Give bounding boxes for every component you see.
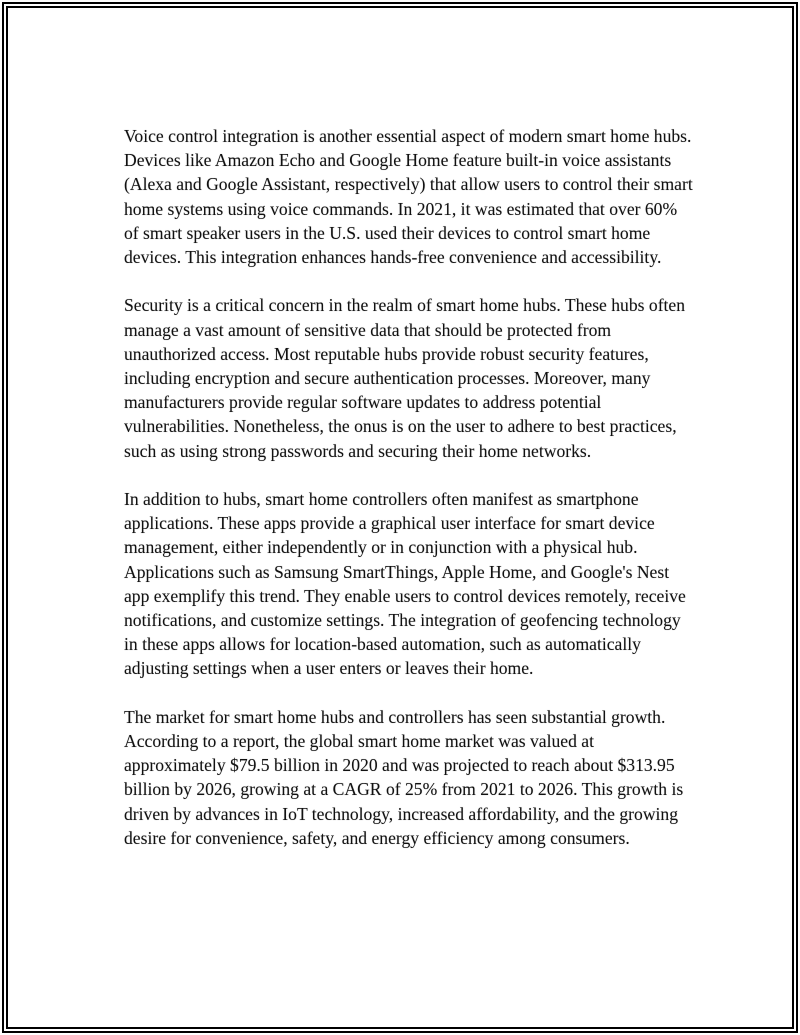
paragraph-security: Security is a critical concern in the realm of smart home hubs. These hubs often manage a vast amount of sensitive data that should be protected from unauthorized access. Most reputable hubs provide robust security features, including encryption and secure authentication processes. Moreover, many manufacturers provide regular software updates to address potential vulnerabilities. Nonetheless, the onus is on the user to adhere to best practices, such as using strong passwords and securing their home networks. — [124, 295, 686, 461]
document-body — [124, 124, 696, 874]
paragraph-voice-control: Voice control integration is another essential aspect of modern smart home hubs. Devices like Amazon Echo and Google Home feature built-in voice assistants (Alexa and Google Assistant, respectively) that allow users to control their smart home systems using voice commands. In 2021, it was estimated that over 60% of smart speaker users in the U.S. used their devices to control smart home devices. This integration enhances hands-free convenience and accessibility. — [124, 126, 693, 268]
paragraph-controllers-apps: In addition to hubs, smart home controllers often manifest as smartphone applications. These apps provide a graphical user interface for smart device management, either independently or in conjunction with a physical hub. Applications such as Samsung SmartThings, Apple Home, and Google's Nest app exemplify this trend. They enable users to control devices remotely, receive notifications, and customize settings. The integration of geofencing technology in these apps allows for location-based automation, such as automatically adjusting settings when a user enters or leaves their home. — [124, 489, 686, 679]
paragraph-market-growth: The market for smart home hubs and controllers has seen substantial growth. According to a report, the global smart home market was valued at approximately $79.5 billion in 2020 and was projected to reach about $313.95 billion by 2026, growing at a CAGR of 25% from 2021 to 2026. This growth is driven by advances in IoT technology, increased affordability, and the growing desire for convenience, safety, and energy efficiency among consumers. — [124, 706, 684, 848]
document-page — [2, 2, 798, 1033]
